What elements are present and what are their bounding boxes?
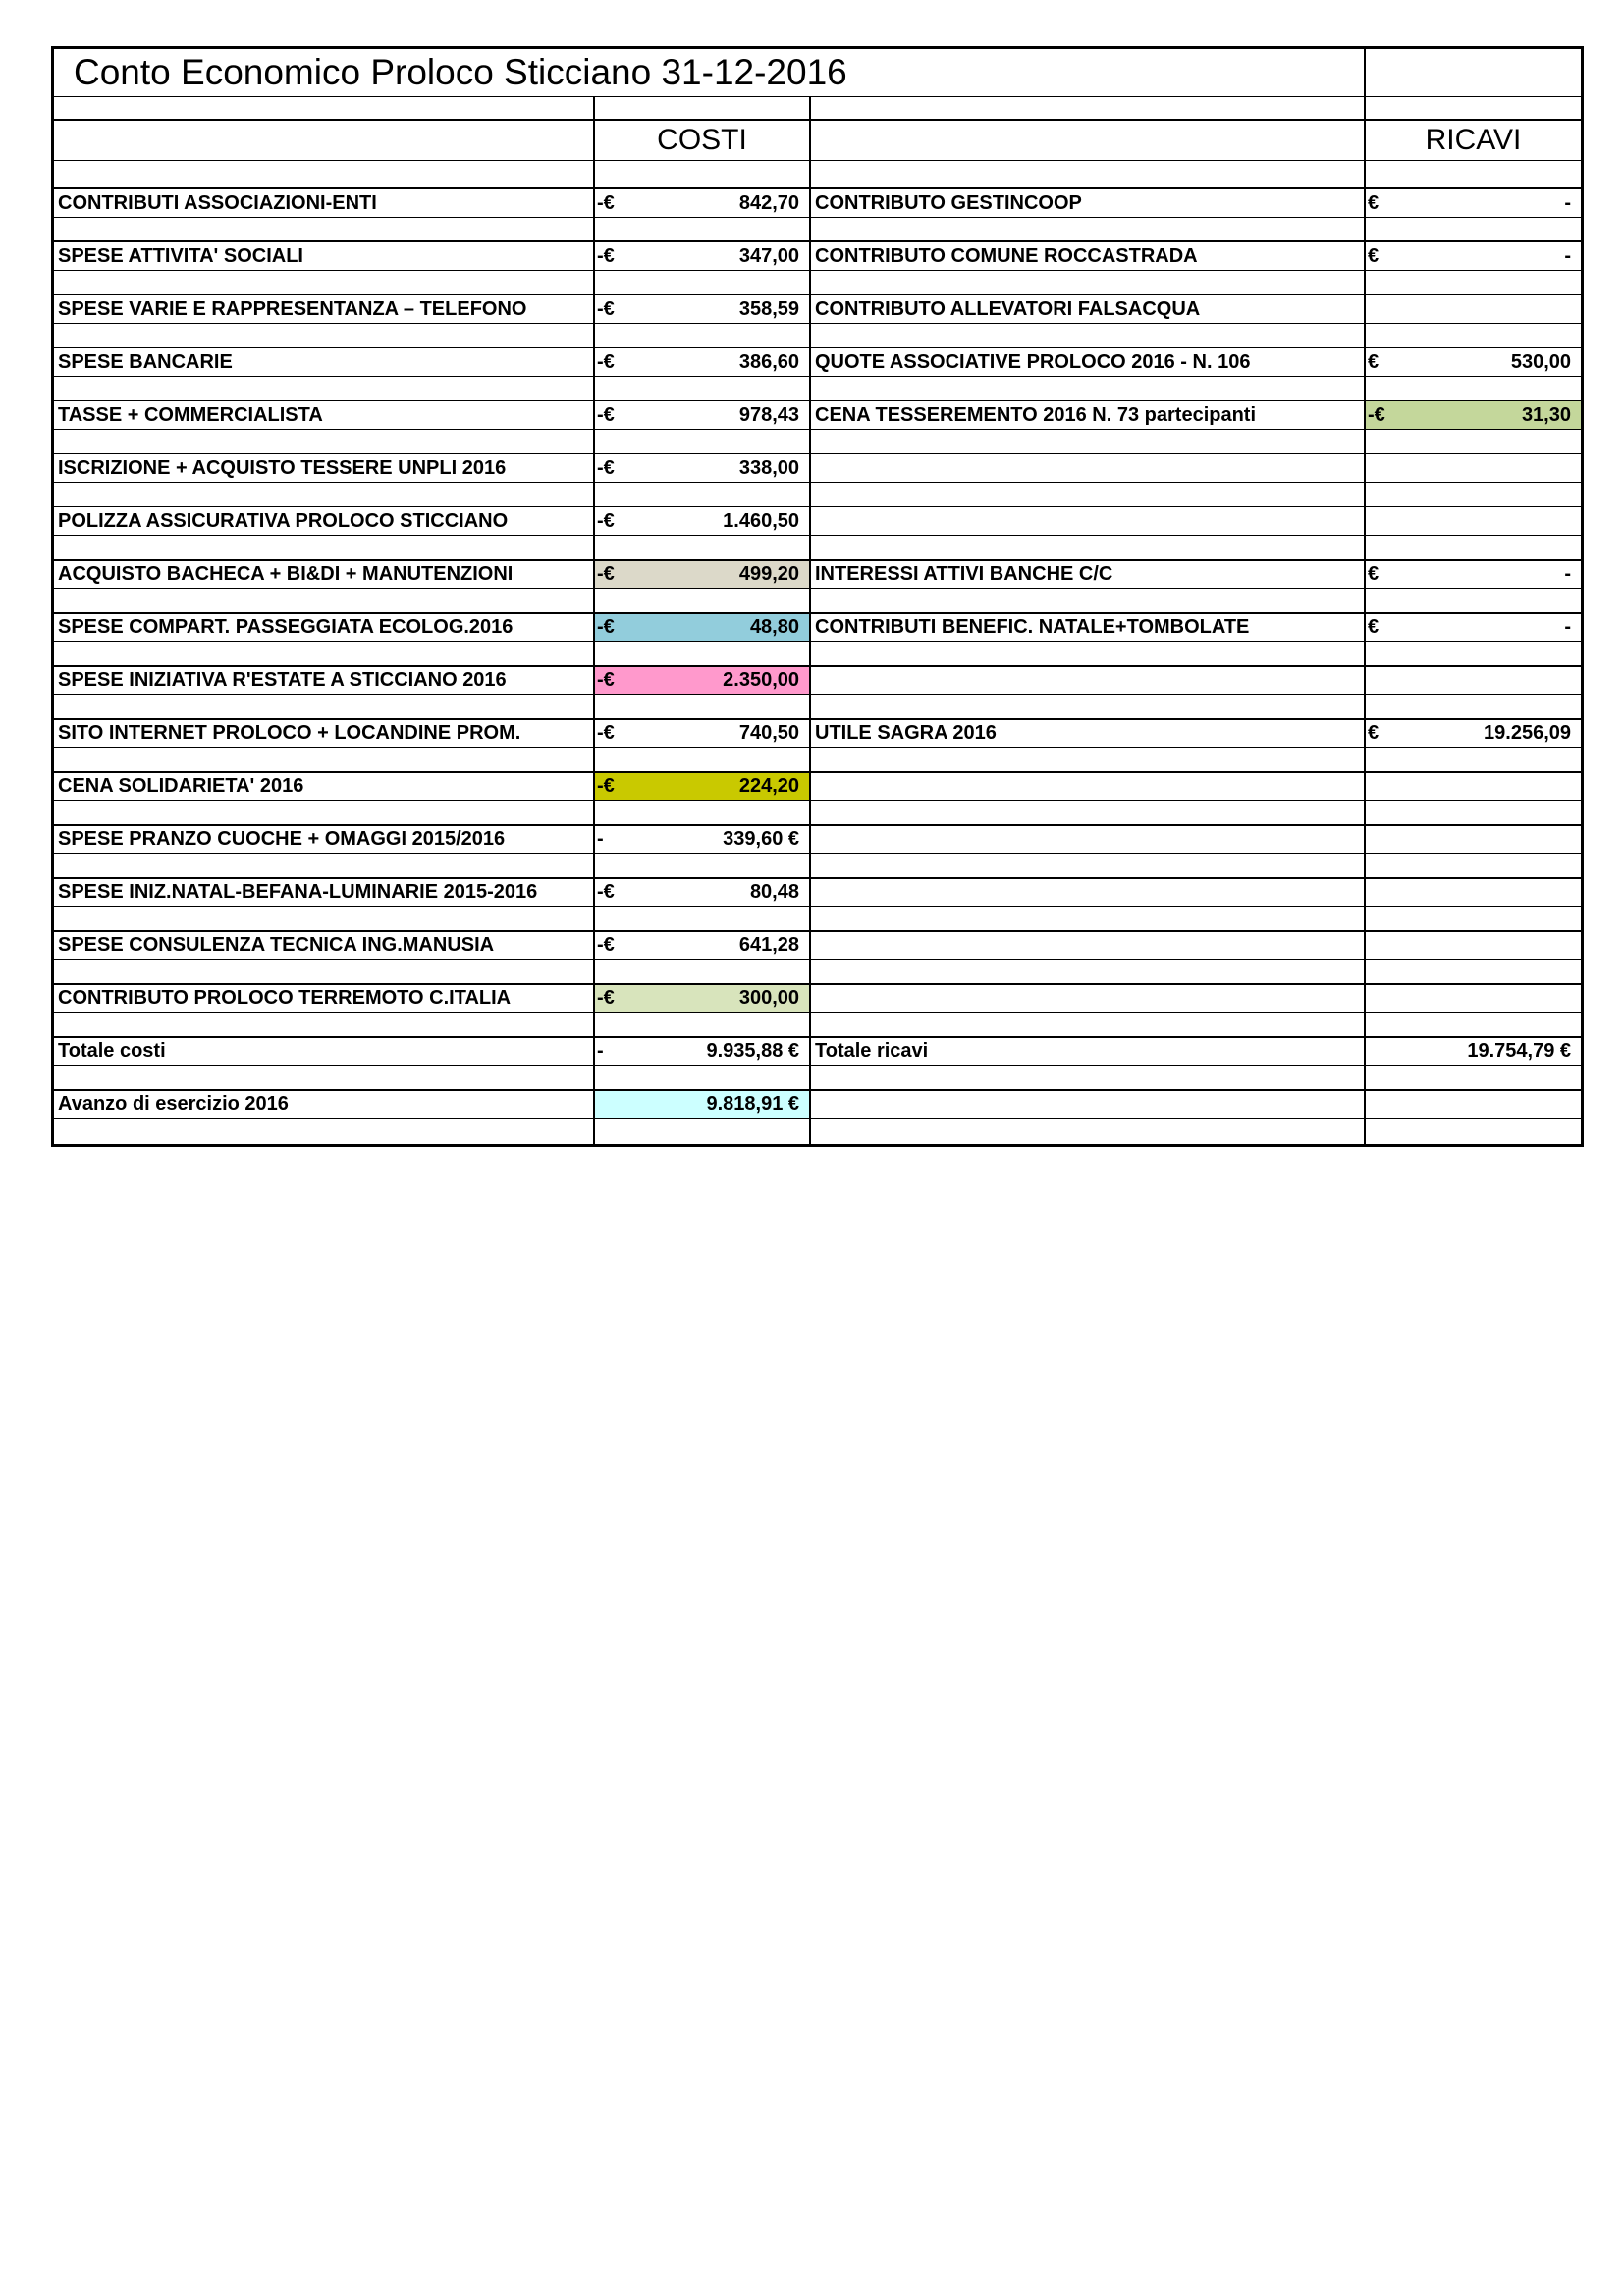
revenue-label	[810, 719, 1365, 748]
revenue-label	[810, 560, 1365, 589]
cost-label-text: SITO INTERNET PROLOCO + LOCANDINE PROM.	[58, 721, 521, 744]
cost-amount	[594, 560, 810, 589]
spacer-row	[54, 695, 1581, 720]
cost-label	[54, 454, 594, 483]
revenue-label	[810, 241, 1365, 271]
total-costs-amount	[594, 1037, 810, 1066]
spacer-row	[54, 589, 1581, 614]
total-revenue-label	[810, 1037, 1365, 1066]
cost-label-text: ISCRIZIONE + ACQUISTO TESSERE UNPLI 2016	[58, 456, 507, 479]
total-costs-label	[54, 1037, 594, 1066]
revenue-amount	[1365, 241, 1581, 271]
cost-amount-value: 842,70	[738, 191, 799, 214]
income-statement-table	[54, 49, 1581, 1144]
cost-label-text: ACQUISTO BACHECA + BI&DI + MANUTENZIONI	[58, 562, 514, 585]
cost-amount	[594, 454, 810, 483]
spacer-row	[54, 854, 1581, 879]
cost-amount-sign: -€	[597, 404, 615, 426]
cost-amount	[594, 825, 810, 854]
cost-amount	[594, 984, 810, 1013]
cost-amount-sign: -€	[597, 563, 615, 585]
table-row	[54, 241, 1581, 271]
cost-label-text: SPESE COMPART. PASSEGGIATA ECOLOG.2016	[58, 615, 514, 638]
revenue-label-text: CONTRIBUTO GESTINCOOP	[815, 191, 1082, 214]
gap-row	[54, 97, 1581, 121]
revenue-label-text: CENA TESSEREMENTO 2016 N. 73 partecipanti	[815, 403, 1257, 426]
cost-label	[54, 719, 594, 748]
revenue-amount	[1365, 719, 1581, 748]
cost-amount-sign: -€	[597, 192, 615, 214]
cost-amount-value: 1.460,50	[723, 509, 799, 532]
revenue-label	[810, 507, 1365, 536]
table-row	[54, 825, 1581, 854]
revenue-amount-sign: €	[1368, 192, 1380, 214]
spacer-row	[54, 642, 1581, 667]
cost-amount	[594, 400, 810, 430]
ricavi-header: RICAVI	[1365, 120, 1581, 161]
cost-label	[54, 613, 594, 642]
header-row	[54, 120, 1581, 161]
cost-label-text: SPESE CONSULENZA TECNICA ING.MANUSIA	[58, 934, 495, 956]
cost-amount-sign: -€	[597, 510, 615, 532]
revenue-amount-sign: €	[1368, 245, 1380, 267]
spacer-row	[54, 218, 1581, 242]
revenue-amount	[1365, 613, 1581, 642]
revenue-amount	[1365, 400, 1581, 430]
revenue-label-text	[811, 457, 815, 479]
cost-amount-sign: -€	[597, 616, 615, 638]
title-row	[54, 49, 1581, 97]
revenue-label-text	[811, 669, 815, 691]
cost-amount-value: 740,50	[738, 721, 799, 744]
table-row	[54, 560, 1581, 589]
cost-label	[54, 931, 594, 960]
cost-amount-sign: -€	[597, 351, 615, 373]
cost-label-text: SPESE INIZIATIVA R'ESTATE A STICCIANO 2016	[58, 668, 507, 691]
revenue-label-text	[811, 510, 815, 532]
cost-label-text: SPESE VARIE E RAPPRESENTANZA – TELEFONO	[58, 297, 527, 320]
table-row	[54, 931, 1581, 960]
revenue-amount-value: -	[1564, 562, 1571, 585]
revenue-amount	[1365, 984, 1581, 1013]
cost-label-text: SPESE BANCARIE	[58, 350, 233, 373]
cost-label-text: POLIZZA ASSICURATIVA PROLOCO STICCIANO	[58, 509, 509, 532]
revenue-label-text: QUOTE ASSOCIATIVE PROLOCO 2016 - N. 106	[815, 350, 1251, 373]
cost-amount-sign: -€	[597, 934, 615, 956]
spacer-row	[54, 324, 1581, 348]
cost-label-text: SPESE ATTIVITA' SOCIALI	[58, 244, 303, 267]
spacer-row	[54, 907, 1581, 932]
surplus-label-text: Avanzo di esercizio 2016	[58, 1093, 289, 1115]
revenue-label-text: CONTRIBUTO COMUNE ROCCASTRADA	[815, 244, 1198, 267]
revenue-label	[810, 878, 1365, 907]
table-row	[54, 666, 1581, 695]
cost-amount-value: 300,00	[738, 987, 799, 1009]
cost-amount-value: 339,60 €	[723, 828, 799, 850]
revenue-amount	[1365, 931, 1581, 960]
revenue-label	[810, 825, 1365, 854]
cost-amount-sign: -€	[597, 669, 615, 691]
empty-cell	[1365, 1090, 1581, 1119]
cost-label	[54, 507, 594, 536]
cost-amount-value: 80,48	[749, 881, 799, 903]
revenue-amount	[1365, 188, 1581, 218]
revenue-label-text: CONTRIBUTI BENEFIC. NATALE+TOMBOLATE	[815, 615, 1250, 638]
revenue-amount-sign: €	[1368, 722, 1380, 744]
total-revenue-label-text: Totale ricavi	[815, 1040, 929, 1062]
total-revenue-value: 19.754,79 €	[1467, 1040, 1571, 1062]
surplus-row	[54, 1090, 1581, 1119]
cost-amount-sign: -€	[597, 722, 615, 744]
cost-amount-value: 358,59	[738, 297, 799, 320]
cost-amount	[594, 772, 810, 801]
spacer-row	[54, 271, 1581, 295]
revenue-label-text: INTERESSI ATTIVI BANCHE C/C	[815, 562, 1113, 585]
revenue-label	[810, 188, 1365, 218]
revenue-label-text: UTILE SAGRA 2016	[815, 721, 997, 744]
table-row	[54, 613, 1581, 642]
cost-amount-sign: -€	[597, 245, 615, 267]
total-costs-label-text: Totale costi	[58, 1040, 166, 1062]
revenue-label-text: CONTRIBUTO ALLEVATORI FALSACQUA	[815, 297, 1201, 320]
cost-amount-value: 48,80	[749, 615, 799, 638]
revenue-label	[810, 613, 1365, 642]
revenue-label	[810, 454, 1365, 483]
spacer-row	[54, 1119, 1581, 1145]
cost-label	[54, 400, 594, 430]
cost-amount	[594, 347, 810, 377]
revenue-label	[810, 400, 1365, 430]
spacer-row	[54, 1066, 1581, 1091]
cost-label	[54, 878, 594, 907]
cost-amount-sign: -	[597, 828, 604, 850]
revenue-amount	[1365, 454, 1581, 483]
total-revenue-amount	[1365, 1037, 1581, 1066]
cost-label-text: SPESE INIZ.NATAL-BEFANA-LUMINARIE 2015-2016	[58, 881, 538, 903]
cost-label	[54, 666, 594, 695]
revenue-amount	[1365, 294, 1581, 324]
cost-amount-sign: -€	[597, 988, 615, 1009]
table-row	[54, 878, 1581, 907]
table-row	[54, 507, 1581, 536]
revenue-label	[810, 666, 1365, 695]
revenue-label-text	[811, 775, 815, 797]
table-row	[54, 719, 1581, 748]
revenue-amount-value: -	[1564, 244, 1571, 267]
cost-amount	[594, 188, 810, 218]
totals-row	[54, 1037, 1581, 1066]
title-text: Conto Economico Proloco Sticciano 31-12-2016	[74, 52, 847, 92]
cost-label	[54, 188, 594, 218]
title-empty-cell	[1365, 49, 1581, 97]
table-row	[54, 772, 1581, 801]
revenue-amount-sign: €	[1368, 563, 1380, 585]
revenue-amount	[1365, 560, 1581, 589]
cost-label	[54, 825, 594, 854]
table-row	[54, 294, 1581, 324]
table-row	[54, 347, 1581, 377]
cost-amount-sign: -€	[597, 775, 615, 797]
empty-cell	[810, 1090, 1365, 1119]
cost-amount-value: 224,20	[738, 774, 799, 797]
revenue-amount	[1365, 825, 1581, 854]
revenue-amount	[1365, 666, 1581, 695]
surplus-label	[54, 1090, 594, 1119]
revenue-amount-value: 19.256,09	[1484, 721, 1571, 744]
cost-amount-value: 347,00	[738, 244, 799, 267]
document-title	[54, 49, 1365, 97]
cost-amount	[594, 878, 810, 907]
total-costs-amount-sign: -	[597, 1041, 604, 1062]
surplus-value: 9.818,91 €	[706, 1093, 799, 1115]
revenue-amount-value: -	[1564, 191, 1571, 214]
spacer-row	[54, 536, 1581, 561]
cost-label-text: CENA SOLIDARIETA' 2016	[58, 774, 304, 797]
cost-amount-value: 641,28	[738, 934, 799, 956]
cost-label	[54, 347, 594, 377]
total-costs-amount-value: 9.935,88 €	[706, 1040, 799, 1062]
revenue-amount-value: -	[1564, 615, 1571, 638]
spacer-row	[54, 960, 1581, 985]
revenue-amount-value: 31,30	[1521, 403, 1571, 426]
revenue-amount-value: 530,00	[1510, 350, 1571, 373]
spacer-row	[54, 801, 1581, 826]
spacer-row	[54, 483, 1581, 507]
cost-amount	[594, 931, 810, 960]
revenue-label-text	[811, 934, 815, 956]
table-row	[54, 454, 1581, 483]
cost-label-text: CONTRIBUTO PROLOCO TERREMOTO C.ITALIA	[58, 987, 512, 1009]
revenue-amount	[1365, 772, 1581, 801]
costi-header: COSTI	[594, 120, 810, 161]
revenue-amount-sign: €	[1368, 616, 1380, 638]
revenue-amount	[1365, 878, 1581, 907]
cost-label-text: TASSE + COMMERCIALISTA	[58, 403, 323, 426]
revenue-label	[810, 772, 1365, 801]
surplus-amount	[594, 1090, 810, 1119]
cost-label	[54, 772, 594, 801]
revenue-amount	[1365, 507, 1581, 536]
cost-amount	[594, 241, 810, 271]
cost-amount	[594, 294, 810, 324]
cost-amount-value: 338,00	[738, 456, 799, 479]
spacer-row	[54, 430, 1581, 454]
cost-amount-value: 386,60	[738, 350, 799, 373]
income-statement-sheet	[51, 46, 1584, 1147]
revenue-label-text	[811, 988, 815, 1009]
table-row	[54, 984, 1581, 1013]
revenue-label	[810, 347, 1365, 377]
revenue-amount	[1365, 347, 1581, 377]
cost-label	[54, 294, 594, 324]
revenue-label-text	[811, 828, 815, 850]
spacer-row	[54, 748, 1581, 773]
cost-amount-sign: -€	[597, 298, 615, 320]
table-row	[54, 188, 1581, 218]
cost-label-text: SPESE PRANZO CUOCHE + OMAGGI 2015/2016	[58, 828, 506, 850]
revenue-label	[810, 931, 1365, 960]
revenue-amount-sign: -€	[1368, 404, 1385, 426]
cost-amount-sign: -€	[597, 881, 615, 903]
spacer-row	[54, 1013, 1581, 1038]
cost-label	[54, 984, 594, 1013]
cost-amount-sign: -€	[597, 457, 615, 479]
cost-label	[54, 560, 594, 589]
cost-amount	[594, 507, 810, 536]
cost-amount-value: 978,43	[738, 403, 799, 426]
revenue-amount-sign: €	[1368, 351, 1380, 373]
cost-amount	[594, 666, 810, 695]
revenue-label-text	[811, 881, 815, 903]
cost-amount-value: 499,20	[738, 562, 799, 585]
cost-label-text: CONTRIBUTI ASSOCIAZIONI-ENTI	[58, 191, 377, 214]
table-row	[54, 400, 1581, 430]
cost-amount-value: 2.350,00	[723, 668, 799, 691]
cost-label	[54, 241, 594, 271]
spacer-row	[54, 377, 1581, 401]
revenue-label	[810, 294, 1365, 324]
revenue-label	[810, 984, 1365, 1013]
cost-amount	[594, 613, 810, 642]
cost-amount	[594, 719, 810, 748]
